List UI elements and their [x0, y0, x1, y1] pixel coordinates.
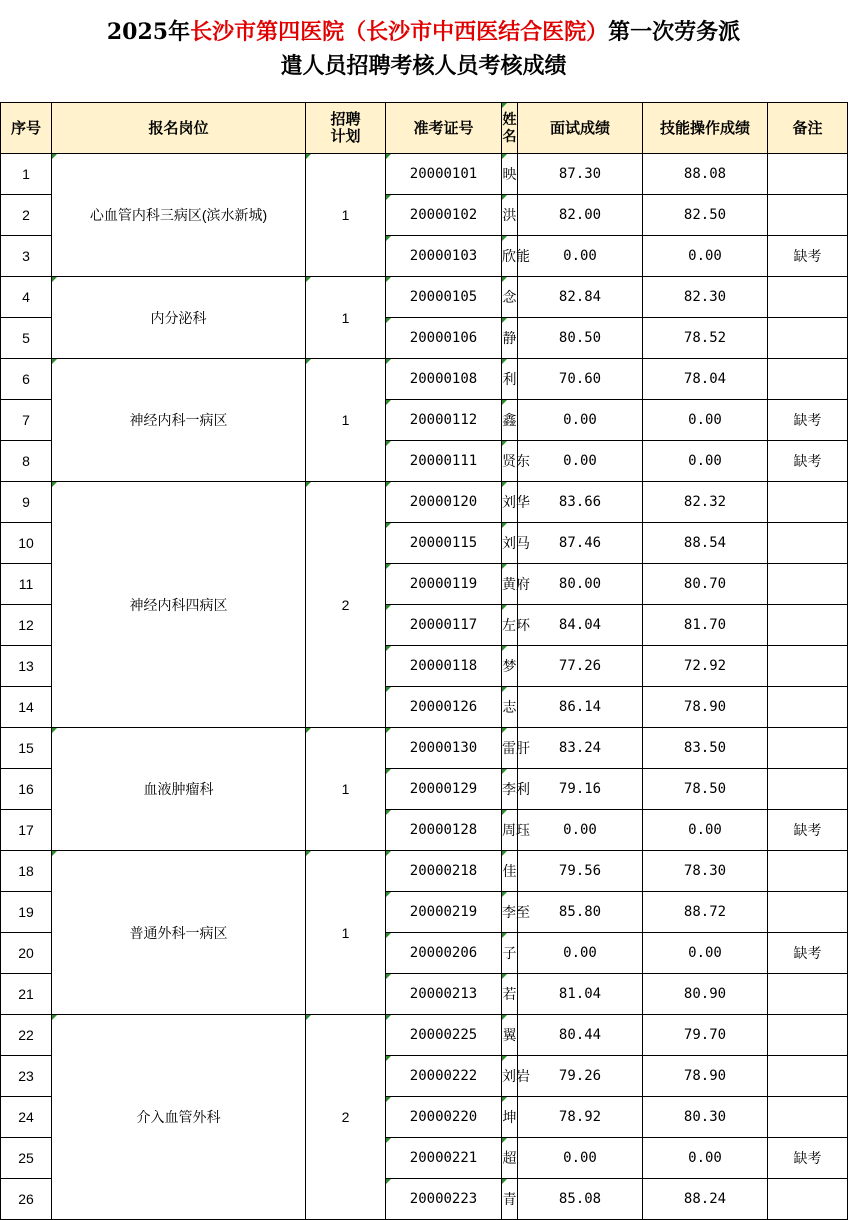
cell-exam-id: 20000126: [386, 687, 502, 728]
cell-interview: 0.00: [518, 441, 643, 482]
cell-exam-id: 20000115: [386, 523, 502, 564]
cell-remark: [768, 564, 848, 605]
title-line2: 遣人员招聘考核人员考核成绩: [280, 53, 567, 79]
cell-interview: 83.66: [518, 482, 643, 523]
cell-position: 普通外科一病区: [52, 851, 306, 1015]
cell-skill: 0.00: [643, 441, 768, 482]
cell-interview: 79.26: [518, 1056, 643, 1097]
cell-interview: 70.60: [518, 359, 643, 400]
cell-exam-id: 20000111: [386, 441, 502, 482]
cell-remark: [768, 1056, 848, 1097]
cell-seq: 19: [1, 892, 52, 933]
table-row: [1, 359, 848, 400]
cell-name: 梦: [502, 646, 518, 687]
cell-name: 青: [502, 1179, 518, 1220]
cell-skill: 80.70: [643, 564, 768, 605]
cell-interview: 81.04: [518, 974, 643, 1015]
header-exam-id: 准考证号: [386, 103, 502, 154]
cell-remark: [768, 851, 848, 892]
cell-exam-id: 20000221: [386, 1138, 502, 1179]
cell-name: 念: [502, 277, 518, 318]
cell-exam-id: 20000219: [386, 892, 502, 933]
cell-remark: [768, 359, 848, 400]
cell-name: 贤东: [502, 441, 518, 482]
cell-skill: 0.00: [643, 236, 768, 277]
cell-interview: 82.84: [518, 277, 643, 318]
score-table: [0, 102, 848, 1220]
cell-exam-id: 20000106: [386, 318, 502, 359]
title-suffix: 第一次劳务派: [608, 19, 741, 45]
cell-exam-id: 20000117: [386, 605, 502, 646]
cell-remark: [768, 1097, 848, 1138]
cell-interview: 85.80: [518, 892, 643, 933]
cell-position: 血液肿瘤科: [52, 728, 306, 851]
cell-exam-id: 20000218: [386, 851, 502, 892]
cell-exam-id: 20000130: [386, 728, 502, 769]
cell-exam-id: 20000220: [386, 1097, 502, 1138]
cell-name: 洪: [502, 195, 518, 236]
cell-exam-id: 20000103: [386, 236, 502, 277]
cell-plan: 1: [306, 154, 386, 277]
cell-seq: 24: [1, 1097, 52, 1138]
cell-name: 左环: [502, 605, 518, 646]
cell-name: 子: [502, 933, 518, 974]
cell-position: 内分泌科: [52, 277, 306, 359]
cell-skill: 78.30: [643, 851, 768, 892]
cell-seq: 11: [1, 564, 52, 605]
cell-seq: 4: [1, 277, 52, 318]
cell-skill: 78.90: [643, 1056, 768, 1097]
cell-name: 周珏: [502, 810, 518, 851]
cell-seq: 2: [1, 195, 52, 236]
cell-skill: 88.24: [643, 1179, 768, 1220]
cell-skill: 88.54: [643, 523, 768, 564]
cell-remark: [768, 974, 848, 1015]
cell-remark: 缺考: [768, 933, 848, 974]
cell-remark: [768, 482, 848, 523]
cell-name: 刘华: [502, 482, 518, 523]
cell-interview: 83.24: [518, 728, 643, 769]
cell-exam-id: 20000129: [386, 769, 502, 810]
cell-remark: [768, 687, 848, 728]
header-plan: [306, 103, 386, 154]
cell-name: 刘岩: [502, 1056, 518, 1097]
cell-interview: 87.46: [518, 523, 643, 564]
cell-seq: 17: [1, 810, 52, 851]
cell-name: 鑫: [502, 400, 518, 441]
cell-remark: 缺考: [768, 441, 848, 482]
cell-seq: 6: [1, 359, 52, 400]
cell-interview: 87.30: [518, 154, 643, 195]
cell-name: 刘马: [502, 523, 518, 564]
title-hospital-name: 长沙市第四医院（长沙市中西医结合医院）: [190, 19, 609, 45]
cell-name: 超: [502, 1138, 518, 1179]
cell-remark: [768, 1179, 848, 1220]
cell-skill: 82.30: [643, 277, 768, 318]
cell-interview: 86.14: [518, 687, 643, 728]
cell-seq: 1: [1, 154, 52, 195]
cell-seq: 16: [1, 769, 52, 810]
cell-skill: 78.90: [643, 687, 768, 728]
document-title: [0, 0, 847, 102]
table-header-row: [1, 103, 848, 154]
cell-skill: 0.00: [643, 810, 768, 851]
cell-seq: 14: [1, 687, 52, 728]
cell-interview: 77.26: [518, 646, 643, 687]
cell-remark: [768, 892, 848, 933]
header-name-line1: 姓: [502, 111, 517, 127]
header-position: 报名岗位: [52, 103, 306, 154]
cell-remark: [768, 769, 848, 810]
cell-remark: [768, 154, 848, 195]
table-body: [1, 154, 848, 1220]
cell-seq: 3: [1, 236, 52, 277]
cell-name: 李利: [502, 769, 518, 810]
cell-exam-id: 20000206: [386, 933, 502, 974]
cell-name: 若: [502, 974, 518, 1015]
cell-seq: 26: [1, 1179, 52, 1220]
cell-remark: [768, 728, 848, 769]
cell-seq: 9: [1, 482, 52, 523]
cell-interview: 0.00: [518, 400, 643, 441]
cell-seq: 15: [1, 728, 52, 769]
cell-remark: [768, 1015, 848, 1056]
cell-name: 佳: [502, 851, 518, 892]
cell-name: 黄府: [502, 564, 518, 605]
cell-name: 静: [502, 318, 518, 359]
cell-plan: 1: [306, 728, 386, 851]
cell-skill: 78.50: [643, 769, 768, 810]
cell-name: 欣能: [502, 236, 518, 277]
cell-skill: 0.00: [643, 1138, 768, 1179]
cell-interview: 0.00: [518, 933, 643, 974]
cell-seq: 18: [1, 851, 52, 892]
cell-exam-id: 20000222: [386, 1056, 502, 1097]
cell-remark: [768, 195, 848, 236]
header-skill: 技能操作成绩: [643, 103, 768, 154]
cell-plan: 1: [306, 277, 386, 359]
cell-skill: 80.90: [643, 974, 768, 1015]
header-plan-line2: 计划: [330, 128, 361, 145]
cell-interview: 0.00: [518, 236, 643, 277]
cell-position: 神经内科四病区: [52, 482, 306, 728]
cell-interview: 79.56: [518, 851, 643, 892]
cell-interview: 78.92: [518, 1097, 643, 1138]
cell-interview: 82.00: [518, 195, 643, 236]
cell-remark: [768, 605, 848, 646]
cell-plan: 2: [306, 1015, 386, 1220]
header-name: [502, 103, 518, 154]
header-interview: 面试成绩: [518, 103, 643, 154]
table-row: [1, 851, 848, 892]
cell-remark: 缺考: [768, 810, 848, 851]
cell-skill: 78.04: [643, 359, 768, 400]
cell-seq: 12: [1, 605, 52, 646]
cell-remark: [768, 646, 848, 687]
cell-skill: 80.30: [643, 1097, 768, 1138]
cell-skill: 79.70: [643, 1015, 768, 1056]
cell-interview: 80.50: [518, 318, 643, 359]
cell-skill: 78.52: [643, 318, 768, 359]
cell-exam-id: 20000112: [386, 400, 502, 441]
cell-seq: 10: [1, 523, 52, 564]
cell-name: 坤: [502, 1097, 518, 1138]
header-seq: 序号: [1, 103, 52, 154]
cell-skill: 72.92: [643, 646, 768, 687]
cell-interview: 0.00: [518, 1138, 643, 1179]
cell-plan: 1: [306, 359, 386, 482]
cell-remark: [768, 277, 848, 318]
cell-exam-id: 20000119: [386, 564, 502, 605]
cell-skill: 88.08: [643, 154, 768, 195]
cell-skill: 82.50: [643, 195, 768, 236]
cell-name: 翼: [502, 1015, 518, 1056]
cell-name: 志: [502, 687, 518, 728]
cell-seq: 13: [1, 646, 52, 687]
cell-seq: 22: [1, 1015, 52, 1056]
cell-interview: 85.08: [518, 1179, 643, 1220]
cell-seq: 7: [1, 400, 52, 441]
cell-exam-id: 20000225: [386, 1015, 502, 1056]
cell-seq: 21: [1, 974, 52, 1015]
cell-position: 心血管内科三病区(滨水新城): [52, 154, 306, 277]
cell-exam-id: 20000128: [386, 810, 502, 851]
cell-name: 映: [502, 154, 518, 195]
table-row: [1, 154, 848, 195]
header-remark: 备注: [768, 103, 848, 154]
cell-remark: 缺考: [768, 1138, 848, 1179]
cell-skill: 81.70: [643, 605, 768, 646]
cell-exam-id: 20000213: [386, 974, 502, 1015]
cell-exam-id: 20000120: [386, 482, 502, 523]
cell-name: 雷肝: [502, 728, 518, 769]
cell-exam-id: 20000118: [386, 646, 502, 687]
cell-skill: 82.32: [643, 482, 768, 523]
cell-skill: 0.00: [643, 400, 768, 441]
cell-exam-id: 20000105: [386, 277, 502, 318]
cell-remark: [768, 523, 848, 564]
cell-remark: [768, 318, 848, 359]
table-row: [1, 482, 848, 523]
cell-seq: 23: [1, 1056, 52, 1097]
cell-seq: 20: [1, 933, 52, 974]
cell-position: 神经内科一病区: [52, 359, 306, 482]
cell-plan: 1: [306, 851, 386, 1015]
table-row: [1, 1015, 848, 1056]
table-row: [1, 728, 848, 769]
cell-skill: 88.72: [643, 892, 768, 933]
cell-name: 利: [502, 359, 518, 400]
cell-position: 介入血管外科: [52, 1015, 306, 1220]
cell-seq: 25: [1, 1138, 52, 1179]
cell-interview: 80.00: [518, 564, 643, 605]
header-plan-line1: 招聘: [330, 111, 361, 128]
cell-exam-id: 20000108: [386, 359, 502, 400]
cell-skill: 83.50: [643, 728, 768, 769]
cell-exam-id: 20000101: [386, 154, 502, 195]
cell-interview: 84.04: [518, 605, 643, 646]
cell-interview: 80.44: [518, 1015, 643, 1056]
cell-name: 李至: [502, 892, 518, 933]
cell-seq: 5: [1, 318, 52, 359]
header-name-line2: 名: [502, 128, 517, 144]
cell-remark: 缺考: [768, 400, 848, 441]
cell-interview: 0.00: [518, 810, 643, 851]
title-prefix: 2025年: [106, 19, 191, 45]
cell-remark: 缺考: [768, 236, 848, 277]
cell-plan: 2: [306, 482, 386, 728]
cell-seq: 8: [1, 441, 52, 482]
cell-interview: 79.16: [518, 769, 643, 810]
cell-skill: 0.00: [643, 933, 768, 974]
cell-exam-id: 20000223: [386, 1179, 502, 1220]
table-row: [1, 277, 848, 318]
cell-exam-id: 20000102: [386, 195, 502, 236]
